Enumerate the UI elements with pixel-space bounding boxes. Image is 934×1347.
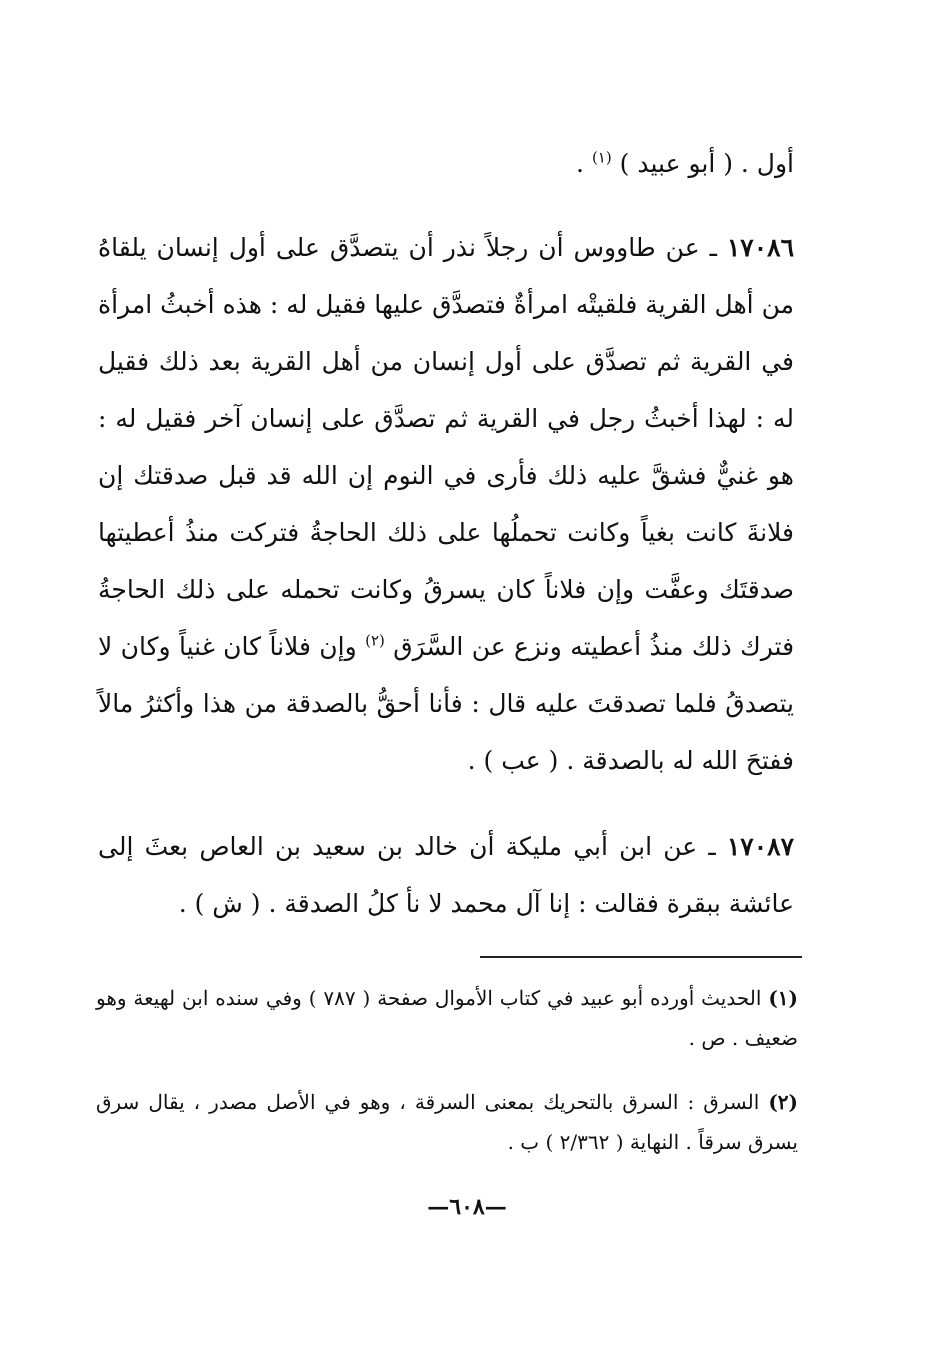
hadith-17087-text: ـ عن ابن أبي مليكة أن خالد بن سعيد بن العاص بعثَ إلى عائشة ببقرة فقالت : إنا آل محمد لا نأ كلُ الصدقة . ( ش ) . [98, 832, 794, 918]
continuation-end: . [576, 149, 584, 178]
footnote-ref-2: (٢) [365, 631, 385, 650]
hadith-17086-text-b: وإن فلاناً كان غنياً وكان لا يتصدقُ فلما تصدقتَ عليه قال : فأنا أحقُّ بالصدقة من هذا وأكثرُ مالاً ففتحَ الله له بالصدقة . ( عب ) . [98, 632, 794, 775]
page-number: —٦٠٨— [427, 1194, 507, 1220]
continuation-text: أول . ( أبو عبيد ) [619, 149, 794, 178]
hadith-number-17087: ١٧٠٨٧ [726, 832, 794, 861]
footnote-1 [96, 978, 798, 1058]
footnote-1-text: الحديث أورده أبو عبيد في كتاب الأموال صفحة ( ٧٨٧ ) وفي سنده ابن لهيعة وهو ضعيف . ص . [96, 986, 798, 1050]
footnote-ref-1: (١) [591, 148, 612, 167]
footnote-2-number: (٢) [768, 1090, 798, 1114]
hadith-17087-paragraph [98, 818, 794, 932]
hadith-17086-paragraph [98, 219, 794, 789]
footnote-2-text: السرق : السرق بالتحريك بمعنى السرقة ، وهو في الأصل مصدر ، يقال سرق يسرق سرقاً . النهاية ( ٢/٣٦٢ ) ب . [96, 1090, 798, 1154]
hadith-number-17086: ١٧٠٨٦ [726, 233, 795, 262]
footnote-1-number: (١) [768, 986, 798, 1010]
hadith-17086-text-a: ـ عن طاووس أن رجلاً نذر أن يتصدَّق على أول إنسان يلقاهُ من أهل القرية فلقيتْه امرأةٌ فتصدَّق عليها فقيل له : هذه أخبثُ امرأة في القرية ثم تصدَّق على أول إنسان من أهل القرية بعد ذلك فقيل له : لهذا أخبثُ رجل في القرية ثم تصدَّق على إنسان آخر فقيل له : هو غنيٌّ فشقَّ عليه ذلك فأرى في النوم إن الله قد قبل صدقتك إن فلانةَ كانت بغياً وكانت تحملُها على ذلك الحاجةُ فتركت منذُ أعطيتها صدقتَك وعفَّت وإن فلاناً كان يسرقُ وكانت تحمله على ذلك الحاجةُ فترك ذلك منذُ أعطيته ونزع عن السَّرَق [98, 233, 795, 661]
footnote-2 [96, 1082, 798, 1162]
continuation-paragraph [98, 135, 794, 192]
footnote-divider [480, 956, 802, 958]
